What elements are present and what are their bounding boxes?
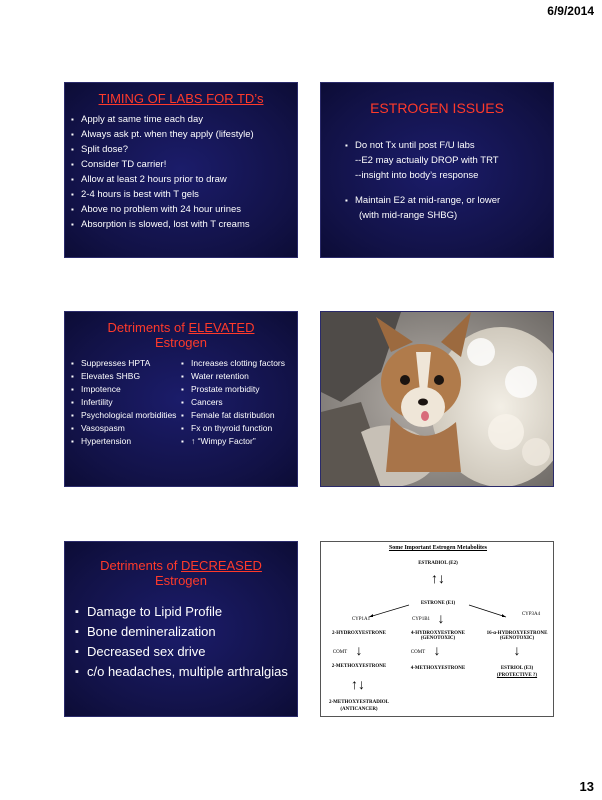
bullet-item: ▪ Do not Tx until post F/U labs: [345, 138, 553, 153]
node-2-methoxyestrone: 2-METHOXYESTRONE: [331, 664, 387, 669]
enzyme-label: CYP1B1: [411, 617, 431, 622]
dog-photo-image: [321, 312, 554, 487]
bullet-list: [71, 112, 297, 232]
bullet-item: ▪ Always ask pt. when they apply (lifestyle): [71, 127, 297, 142]
down-arrow-icon: ↓: [437, 612, 445, 627]
enzyme-label: COMT: [410, 650, 426, 655]
node-2-methoxyestradiol: 2-METHOXYESTRADIOL: [328, 700, 389, 705]
sub-line: --insight into body’s response: [355, 170, 479, 181]
bullet-item: ▪ Water retention: [181, 371, 291, 382]
equilibrium-arrow-icon: ↑↓: [351, 678, 365, 693]
bullet-list: [345, 138, 553, 223]
page-date: 6/9/2014: [547, 4, 594, 18]
enzyme-label: CYP1A1: [351, 617, 371, 622]
sub-line: --E2 may actually DROP with TRT: [355, 155, 499, 166]
bullet-item: ▪ Vasospasm: [71, 423, 181, 434]
down-arrow-icon: ↓: [433, 644, 441, 659]
bullet-list-right: [181, 358, 291, 449]
bullet-item: ▪ Prostate morbidity: [181, 384, 291, 395]
bullet-item: ▪ Bone demineralization: [75, 622, 297, 642]
equilibrium-arrow-icon: ↑↓: [431, 572, 445, 587]
slide-title: TIMING OF LABS FOR TD’s: [98, 91, 264, 106]
bullet-item: ▪ Damage to Lipid Profile: [75, 602, 297, 622]
bullet-item: ▪ Psychological morbidities: [71, 410, 181, 421]
bullet-item: ▪ 2-4 hours is best with T gels: [71, 187, 297, 202]
down-arrow-icon: ↓: [355, 644, 363, 659]
down-arrow-icon: ↓: [513, 644, 521, 659]
sub-line: (with mid-range SHBG): [359, 210, 458, 221]
node-estriol: ESTRIOL (E3): [500, 666, 534, 671]
slide-decreased-estrogen: [64, 541, 298, 717]
bullet-item: ▪ Impotence: [71, 384, 181, 395]
slide-title: Detriments of ELEVATED Estrogen: [107, 320, 255, 350]
bullet-item: ▪ Infertility: [71, 397, 181, 408]
slide-estrogen-issues: [320, 82, 554, 258]
node-2-methoxyestradiol-note: (ANTICANCER): [340, 707, 378, 712]
bullet-item: ▪ ↑ “Wimpy Factor”: [181, 436, 291, 447]
bullet-item: ▪ Decreased sex drive: [75, 642, 297, 662]
slide-estrogen-metabolites-diagram: [320, 541, 554, 717]
bullet-list: [75, 602, 297, 682]
bullet-item: ▪ Suppresses HPTA: [71, 358, 181, 369]
bullet-item: ▪ Above no problem with 24 hour urines: [71, 202, 297, 217]
slide-title: Detriments of DECREASED Estrogen: [100, 558, 262, 588]
bullet-item: ▪ Elevates SHBG: [71, 371, 181, 382]
bullet-item: ▪ Cancers: [181, 397, 291, 408]
bullet-item: ▪ Fx on thyroid function: [181, 423, 291, 434]
slide-title: ESTROGEN ISSUES: [370, 100, 504, 116]
node-4-methoxyestrone: 4-METHOXYESTRONE: [410, 666, 466, 671]
bullet-item: ▪ Consider TD carrier!: [71, 157, 297, 172]
bullet-item: ▪ Female fat distribution: [181, 410, 291, 421]
slide-elevated-estrogen: [64, 311, 298, 487]
slide-dog-photo: [320, 311, 554, 487]
node-estriol-note: (PROTECTIVE ?): [496, 673, 538, 678]
bullet-item: ▪ Absorption is slowed, lost with T creams: [71, 217, 297, 232]
node-estrone: ESTRONE (E1): [420, 601, 456, 606]
bullet-item: ▪ c/o headaches, multiple arthralgias: [75, 662, 297, 682]
node-estradiol: ESTRADIOL (E2): [418, 561, 458, 566]
page-number: 13: [579, 779, 594, 794]
node-2-hydroxyestrone: 2-HYDROXYESTRONE: [332, 631, 386, 636]
diagram-title: Some Important Estrogen Metabolites: [388, 545, 488, 551]
bullet-item: ▪ Apply at same time each day: [71, 112, 297, 127]
bullet-item: ▪ Increases clotting factors: [181, 358, 291, 369]
bullet-item: ▪ Split dose?: [71, 142, 297, 157]
enzyme-label: CYP3A4: [521, 612, 541, 617]
enzyme-label: COMT: [332, 650, 348, 655]
node-4-hydroxyestrone: 4-HYDROXYESTRONE (GENOTOXIC): [411, 631, 465, 641]
bullet-item: ▪ Hypertension: [71, 436, 181, 447]
bullet-item: ▪ Allow at least 2 hours prior to draw: [71, 172, 297, 187]
slide-timing-of-labs: [64, 82, 298, 258]
node-16a-hydroxyestrone: 16-α-HYDROXYESTRONE (GENOTOXIC): [486, 631, 548, 641]
bullet-item: ▪ Maintain E2 at mid-range, or lower: [345, 193, 553, 208]
bullet-list-left: [71, 358, 181, 449]
